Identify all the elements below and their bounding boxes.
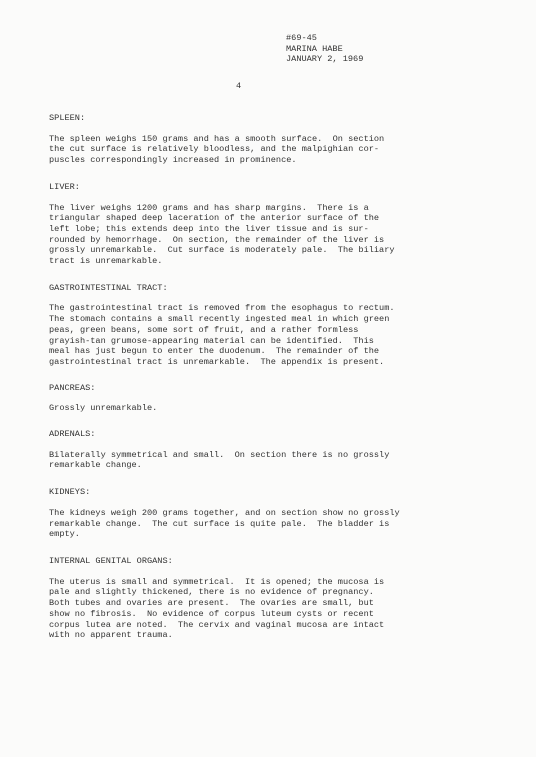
section-adrenals [49,429,509,471]
report-body [49,113,509,641]
text-line: empty. [49,529,80,540]
text-line: remarkable change. The cut surface is quite pale. The bladder is [49,518,390,529]
section-heading: ADRENALS: [49,429,96,440]
section-text [49,203,509,267]
case-number: #69-45 [286,33,317,43]
text-line: gastrointestinal tract is unremarkable. The appendix is present. [49,356,385,367]
section-heading: PANCREAS: [49,382,96,393]
section-heading: SPLEEN: [49,113,86,123]
section-heading: KIDNEYS: [49,487,91,498]
text-line: pale and slightly thickened, there is no evidence of pregnancy. [49,587,374,598]
section-text [49,508,509,540]
section-text [49,450,509,471]
section-heading: LIVER: [49,181,80,192]
text-line: puscles correspondingly increased in prominence. [49,155,297,166]
text-line: The liver weighs 1200 grams and has sharp margins. There is a [49,202,369,213]
section-text [49,134,509,166]
section-internal-genital-organs [49,556,509,641]
text-line: The kidneys weigh 200 grams together, and on section show no grossly [49,507,400,518]
text-line: The stomach contains a small recently ingested meal in which green [49,314,390,325]
document-header [286,33,363,65]
section-gastrointestinal-tract [49,283,509,368]
text-line: meal has just begun to enter the duodenum. The remainder of the [49,346,380,357]
text-line: left lobe; this extends deep into the liver tissue and is sur- [49,223,369,234]
text-line: Both tubes and ovaries are present. The ovaries are small, but [49,598,374,609]
text-line: remarkable change. [49,460,142,471]
text-line: The uterus is small and symmetrical. It is opened; the mucosa is [49,576,385,587]
section-pancreas [49,383,509,414]
text-line: with no apparent trauma. [49,630,173,641]
text-line: show no fibrosis. No evidence of corpus luteum cysts or recent [49,608,374,619]
text-line: Bilaterally symmetrical and small. On section there is no grossly [49,449,390,460]
text-line: grossly unremarkable. Cut surface is moderately pale. The biliary [49,245,395,256]
text-line: rounded by hemorrhage. On section, the remainder of the liver is [49,234,385,245]
section-liver [49,182,509,267]
section-heading: INTERNAL GENITAL ORGANS: [49,555,173,566]
text-line: The gastrointestinal tract is removed from the esophagus to rectum. [49,303,395,314]
text-line: Grossly unremarkable. [49,403,158,414]
text-line: peas, green beans, some sort of fruit, and a rather formless [49,324,359,335]
page-number: 4 [236,81,242,91]
text-line: corpus lutea are noted. The cervix and vaginal mucosa are intact [49,619,385,630]
section-text [49,577,509,641]
text-line: The spleen weighs 150 grams and has a smooth surface. On section [49,133,385,144]
section-kidneys [49,487,509,540]
text-line: the cut surface is relatively bloodless, and the malpighian cor- [49,144,380,155]
section-spleen [49,113,509,166]
text-line: triangular shaped deep laceration of the anterior surface of the [49,213,380,224]
text-line: grayish-tan grumose-appearing material can be identified. This [49,335,374,346]
document-date: JANUARY 2, 1969 [286,54,364,64]
section-heading: GASTROINTESTINAL TRACT: [49,282,168,293]
subject-name: MARINA HABE [286,43,343,54]
section-text [49,303,509,367]
section-text [49,403,509,414]
text-line: tract is unremarkable. [49,256,163,267]
